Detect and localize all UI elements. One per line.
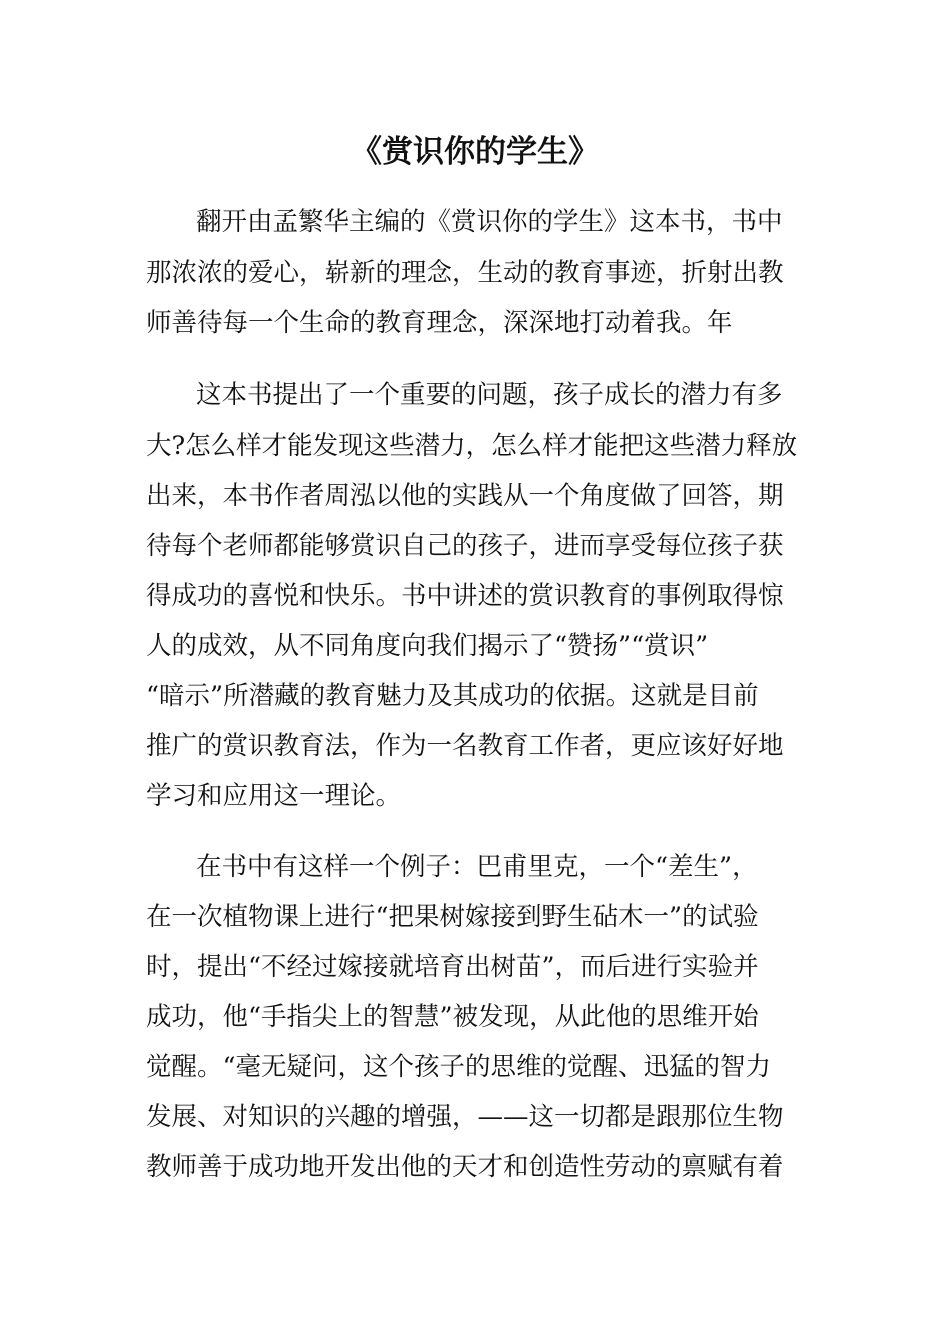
paragraph-3-line-2: 在一次植物课上进行“把果树嫁接到野生砧木一”的试验 [146,902,759,932]
paragraph-2-line-6: 人的成效，从不同角度向我们揭示了“赞扬”“赏识” [146,631,709,661]
paragraph-3-line-5: 觉醒。“毫无疑问，这个孩子的思维的觉醒、迅猛的智力 [146,1052,772,1082]
paragraph-3-line-1: 在书中有这样一个例子：巴甫里克，一个“差生”， [196,852,758,882]
paragraph-2-line-7: “暗示”所潜藏的教育魅力及其成功的依据。这就是目前 [146,681,759,711]
paragraph-3-line-3: 时，提出“不经过嫁接就培育出树苗”，而后进行实验并 [146,952,759,982]
paragraph-1-line-1: 翻开由孟繁华主编的《赏识你的学生》这本书，书中 [196,207,783,237]
document-title: 《赏识你的学生》 [351,134,599,170]
paragraph-2-line-2: 大?怎么样才能发现这些潜力，怎么样才能把这些潜力释放 [146,431,798,461]
paragraph-2-line-5: 得成功的喜悦和快乐。书中讲述的赏识教育的事例取得惊 [146,581,784,611]
paragraph-2-line-3: 出来，本书作者周泓以他的实践从一个角度做了回答，期 [146,481,784,511]
paragraph-1-line-2: 那浓浓的爱心，崭新的理念，生动的教育事迹，折射出教 [146,258,784,288]
paragraph-2-line-8: 推广的赏识教育法，作为一名教育工作者，更应该好好地 [146,731,784,761]
paragraph-2-line-9: 学习和应用这一理论。 [146,781,402,811]
paragraph-3-line-7: 教师善于成功地开发出他的天才和创造性劳动的禀赋有着 [146,1152,784,1182]
paragraph-2-line-4: 待每个老师都能够赏识自己的孩子，进而享受每位孩子获 [146,531,784,561]
paragraph-1-line-3: 师善待每一个生命的教育理念，深深地打动着我。年 [146,308,733,338]
paragraph-2-line-1: 这本书提出了一个重要的问题，孩子成长的潜力有多 [196,380,783,410]
paragraph-3-line-4: 成功，他“手指尖上的智慧”被发现，从此他的思维开始 [146,1002,759,1032]
paragraph-3-line-6: 发展、对知识的兴趣的增强，——这一切都是跟那位生物 [146,1102,784,1132]
